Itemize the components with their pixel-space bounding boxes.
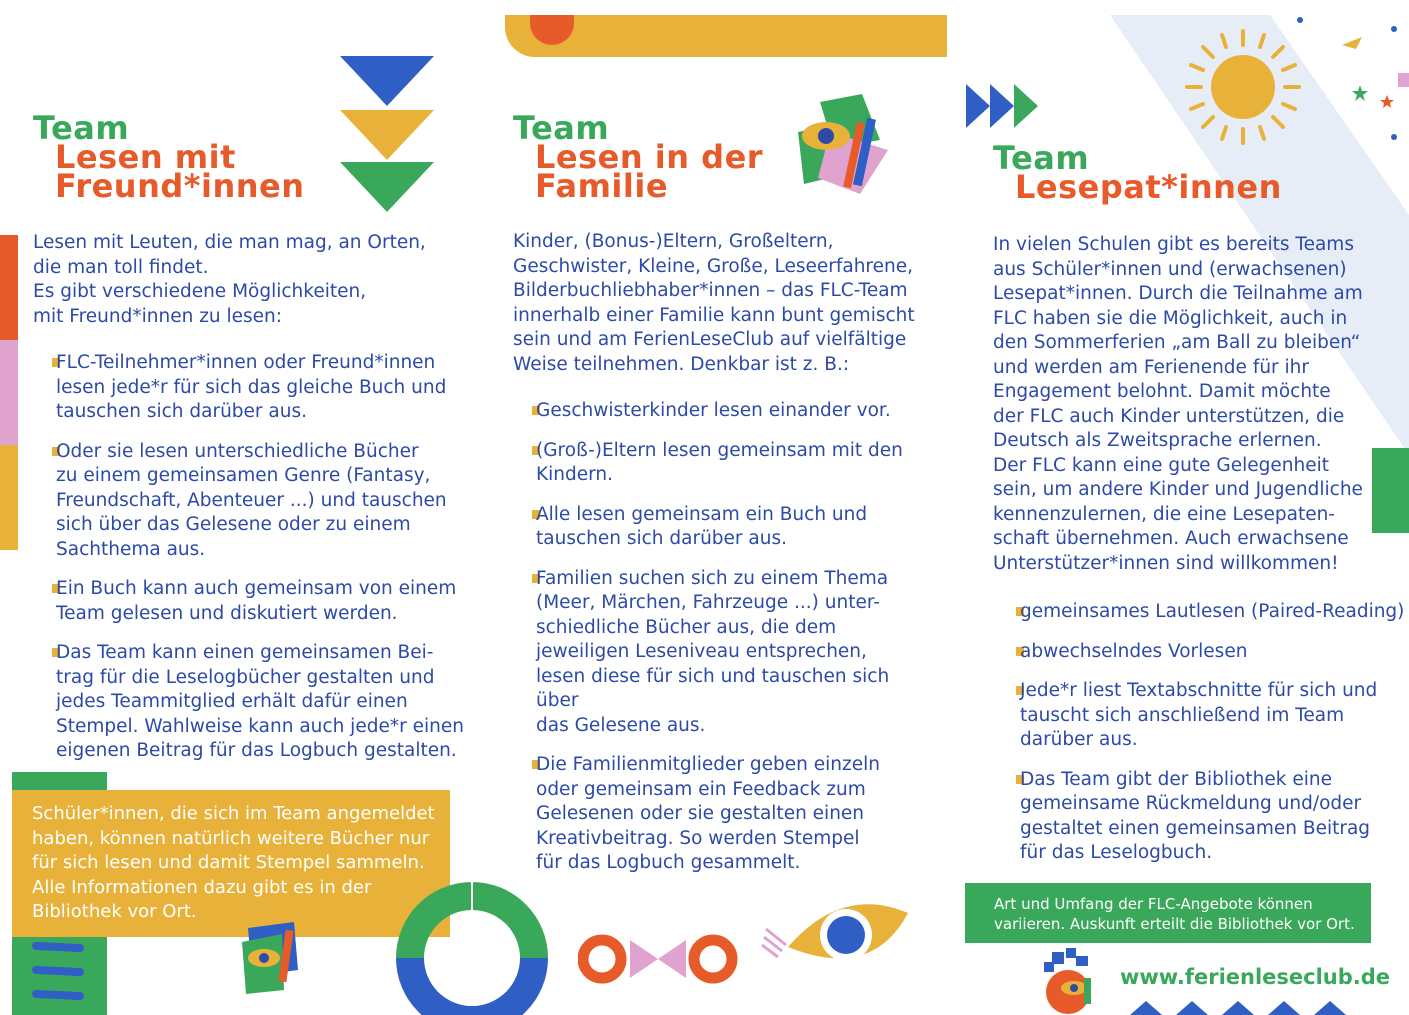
bullet-line: darüber aus.: [1020, 729, 1138, 750]
bullet-line: für das Logbuch gesammelt.: [536, 852, 801, 873]
bullet-line: gestaltet einen gemeinsamen Beitrag: [1020, 817, 1371, 839]
bullet-line: Das Team gibt der Bibliothek eine: [1020, 768, 1333, 790]
bullet-line: Gelesenen oder sie gestalten einen: [536, 803, 865, 824]
bullet-line: oder gemeinsam ein Feedback zum: [536, 778, 866, 800]
col1-title-line1: Lesen mit: [55, 138, 236, 176]
col2-bullet-item: [512, 567, 937, 739]
col2-intro-line: Kinder, (Bonus-)Eltern, Großeltern,: [513, 231, 834, 252]
right-green-bar: [1372, 448, 1409, 533]
bullet-line: Team gelesen und diskutiert werden.: [56, 602, 398, 624]
col1-intro-line: mit Freund*innen zu lesen:: [33, 305, 283, 327]
bullet-line: lesen jede*r für sich das gleiche Buch und: [56, 376, 447, 398]
col2-title-line1: Lesen in der: [535, 138, 764, 176]
left-color-bar-yellow: [0, 445, 18, 550]
col3-intro: [993, 233, 1373, 576]
col1-info-box: [12, 790, 450, 937]
col2-intro: [513, 230, 933, 377]
col2-bullet-item: [512, 503, 937, 552]
col3-bullet-item: [996, 600, 1406, 625]
col3-bullets: [996, 600, 1406, 866]
bullet-line: tauschen sich darüber aus.: [536, 528, 787, 549]
col2-intro-line: Geschwister, Kleine, Große, Leseerfahrene,: [513, 255, 913, 277]
shapes-row-icon: [578, 932, 738, 987]
info-line: haben, können natürlich weitere Bücher nur: [32, 827, 430, 849]
sparkle-icon: [1290, 15, 1409, 155]
col3-title-line1: Lesepat*innen: [1015, 168, 1282, 206]
bullet-line: Oder sie lesen unterschiedliche Bücher: [56, 440, 419, 462]
arrow-chevrons-icon: [966, 84, 1046, 128]
bullet-line: sich über das Gelesene oder zu einem: [56, 514, 411, 535]
bullet-line: für das Leselogbuch.: [1020, 842, 1213, 863]
eye-icon: [760, 895, 910, 980]
sun-icon: [1178, 25, 1308, 150]
left-color-bar-orange: [0, 235, 18, 340]
col3-intro-line: aus Schüler*innen und (erwachsenen): [993, 258, 1347, 280]
col2-team-label: Team: [513, 109, 610, 147]
bullet-line: Kindern.: [536, 464, 614, 485]
col3-bullet-item: [996, 679, 1406, 753]
website-link[interactable]: www.ferienleseclub.de: [1120, 965, 1391, 989]
col1-intro-line: Es gibt verschiedene Möglichkeiten,: [33, 281, 367, 302]
bullet-line: abwechselndes Vorlesen: [1020, 640, 1248, 662]
bullet-line: Alle lesen gemeinsam ein Buch und: [536, 503, 868, 525]
info-line: Alle Informationen dazu gibt es in der: [32, 876, 372, 898]
bullet-line: Ein Buch kann auch gemeinsam von einem: [56, 578, 457, 599]
bullet-line: jedes Teammitglied erhält dafür einen: [56, 691, 408, 712]
left-color-bar-pink: [0, 340, 18, 445]
eye-face-icon: [790, 92, 890, 197]
bullet-line: Jede*r liest Textabschnitte für sich und: [1020, 680, 1378, 701]
info-line: für sich lesen und damit Stempel sammeln.: [32, 852, 425, 873]
col2-intro-line: innerhalb einer Familie kann bunt gemischt: [513, 304, 915, 326]
col1-title-line2: Freund*innen: [55, 167, 305, 205]
col1-bullet-item: [32, 351, 472, 425]
info-line: Bibliothek vor Ort.: [32, 901, 197, 922]
col1-bullet-item: [32, 440, 472, 563]
col3-intro-line: Deutsch als Zweitsprache erlernen.: [993, 430, 1322, 451]
col3-title: [993, 139, 1282, 206]
bullet-line: gemeinsames Lautlesen (Paired-Reading): [1020, 601, 1405, 622]
bullet-line: Familien suchen sich zu einem Thema: [536, 567, 889, 589]
col3-info-text: [965, 883, 1371, 934]
col1-bullet-item: [32, 641, 472, 764]
col3-team-label: Team: [993, 139, 1090, 177]
bullet-line: Die Familienmitglieder geben einzeln: [536, 754, 880, 775]
col1-intro-line: Lesen mit Leuten, die man mag, an Orten,: [33, 232, 426, 253]
col2-intro-line: Bilderbuchliebhaber*innen – das FLC-Team: [513, 280, 908, 301]
col3-info-box: [965, 883, 1371, 943]
logo-face-icon: [1040, 948, 1100, 1015]
bullet-line: trag für die Leselogbücher gestalten und: [56, 666, 435, 688]
col1-bullet-item: [32, 577, 472, 626]
col3-intro-line: Der FLC kann eine gute Gelegenheit: [993, 454, 1329, 476]
col3-intro-line: Unterstützer*innen sind willkommen!: [993, 552, 1339, 574]
col2-bullets: [512, 399, 937, 876]
bullet-line: lesen diese für sich und tauschen sich über: [536, 665, 890, 711]
bullet-line: schiedliche Bücher aus, die dem: [536, 616, 837, 638]
bullet-line: Das Team kann einen gemeinsamen Bei-: [56, 642, 434, 663]
eye-face-icon: [238, 920, 302, 996]
info-line: Schüler*innen, die sich im Team angemeldet: [32, 803, 435, 824]
stripes-icon: [12, 937, 107, 1015]
col3-intro-line: der FLC auch Kinder unterstützen, die: [993, 405, 1345, 427]
bullet-line: (Meer, Märchen, Fahrzeuge ...) unter-: [536, 592, 880, 613]
bullet-line: zu einem gemeinsamen Genre (Fantasy,: [56, 465, 431, 486]
bullet-line: tauschen sich darüber aus.: [56, 401, 307, 422]
col2-title-line2: Familie: [535, 167, 669, 205]
bullet-line: Stempel. Wahlweise kann auch jede*r einen: [56, 715, 464, 737]
bullet-line: Geschwisterkinder lesen einander vor.: [536, 400, 891, 421]
col1-info-text: [12, 790, 450, 925]
col3-intro-line: den Sommerferien „am Ball zu bleiben“: [993, 332, 1361, 353]
col1-title: [33, 109, 305, 205]
bullet-line: gemeinsame Rückmeldung und/oder: [1020, 793, 1362, 814]
col2-bullet-item: [512, 753, 937, 876]
col3-intro-line: schaft übernehmen. Auch erwachsene: [993, 528, 1349, 549]
col2-bullet-item: [512, 399, 937, 424]
ring-icon: [392, 878, 552, 1015]
col1-intro: [33, 231, 463, 329]
col2-intro-line: sein und am FerienLeseClub auf vielfältige: [513, 329, 907, 350]
bullet-line: (Groß-)Eltern lesen gemeinsam mit den: [536, 439, 903, 461]
col3-intro-line: Engagement belohnt. Damit möchte: [993, 381, 1331, 402]
col3-intro-line: In vielen Schulen gibt es bereits Teams: [993, 234, 1354, 255]
col2-bullet-item: [512, 439, 937, 488]
bullet-line: Freundschaft, Abenteuer ...) und tauschen: [56, 489, 447, 511]
bullet-line: das Gelesene aus.: [536, 714, 706, 736]
col3-intro-line: sein, um andere Kinder und Jugendliche: [993, 479, 1363, 500]
col3-intro-line: kennenzulernen, die eine Lesepaten-: [993, 503, 1335, 525]
col1-intro-line: die man toll findet.: [33, 256, 209, 278]
bullet-line: jeweiligen Leseniveau entsprechen,: [536, 641, 867, 662]
triangle-stack-icon: [338, 54, 438, 214]
col2-title: [513, 109, 764, 205]
col3-intro-line: und werden am Ferienende für ihr: [993, 356, 1310, 378]
col3-intro-line: Lesepat*innen. Durch die Teilnahme am: [993, 283, 1363, 304]
col1-bullets: [32, 351, 472, 764]
bullet-line: FLC-Teilnehmer*innen oder Freund*innen: [56, 352, 436, 373]
col3-bullet-item: [996, 640, 1406, 665]
col1-green-tab: [12, 772, 107, 792]
info-line: Art und Umfang der FLC-Angebote können: [994, 895, 1313, 913]
bullet-line: Sachthema aus.: [56, 538, 206, 560]
bullet-line: Kreativbeitrag. So werden Stempel: [536, 827, 860, 849]
col1-team-label: Team: [33, 109, 130, 147]
col2-intro-line: Weise teilnehmen. Denkbar ist z. B.:: [513, 353, 850, 375]
info-line: variieren. Auskunft erteilt die Bibliothek vor Ort.: [994, 915, 1355, 933]
col3-intro-line: FLC haben sie die Möglichkeit, auch in: [993, 307, 1348, 329]
col3-bullet-item: [996, 768, 1406, 866]
bullet-line: tauscht sich anschließend im Team: [1020, 704, 1345, 726]
bullet-line: eigenen Beitrag für das Logbuch gestalten.: [56, 740, 457, 761]
bottom-triangles-icon: [1130, 1000, 1370, 1015]
